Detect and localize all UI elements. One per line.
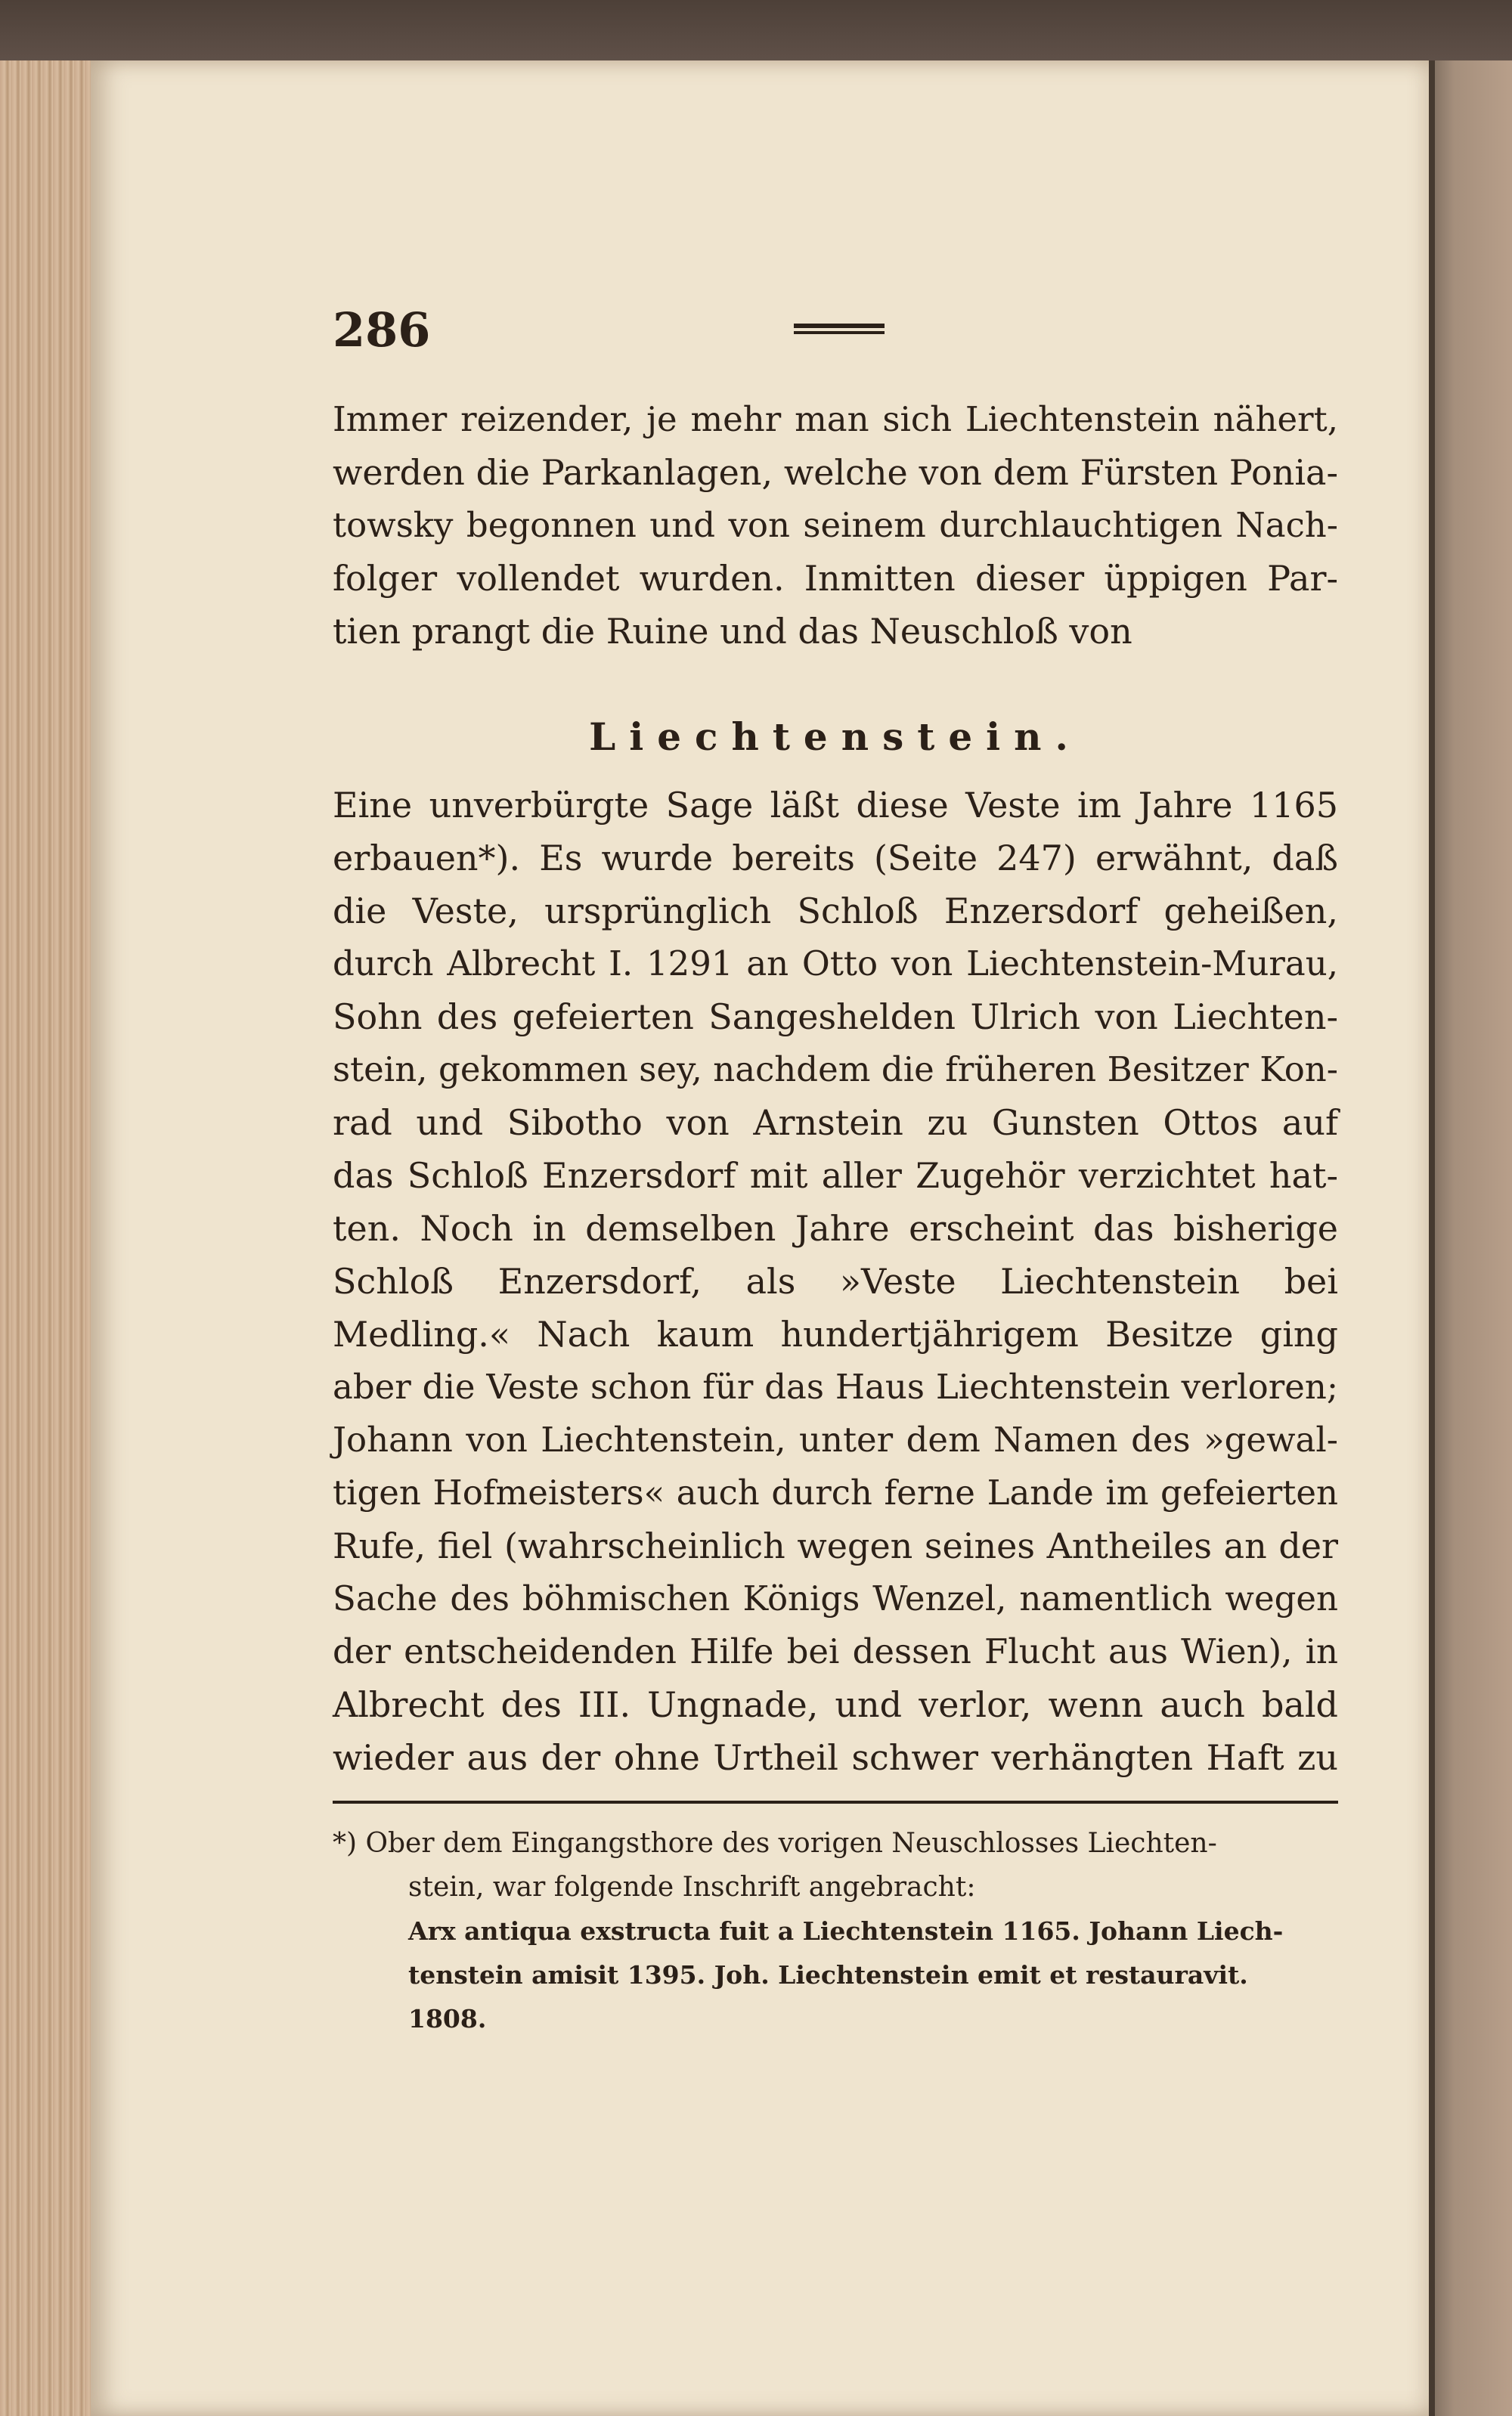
book-top-edge [0,0,1512,60]
page-header [333,302,1338,358]
footnote-inscription-line: tenstein amisit 1395. Joh. Liechtenstein emit et restauravit. [408,1960,1248,1990]
section-line: Eine unverbürgte Sage läßt diese Veste im Jahre 1165 [333,785,1338,825]
section-line: das Schloß Enzersdorf mit aller Zugehör verzichtet hat- [333,1155,1338,1196]
section-line: stein, gekommen sey, nachdem die früheren Besitzer Kon- [333,1049,1338,1089]
page-stack-edge [0,60,98,2416]
body-line: tien prangt die Ruine und das Neuschloß von [333,611,1132,652]
body-line: towsky begonnen und von seinem durchlauchtigen Nach- [333,505,1338,545]
body-line: Immer reizender, je mehr man sich Liechtenstein nähert, [333,399,1338,439]
footnote-rule [333,1801,1338,1804]
section-line: Johann von Liechtenstein, unter dem Namen des »gewal- [333,1420,1338,1460]
footnote-line: stein, war folgende Inschrift angebracht: [408,1872,976,1903]
section-line: tigen Hofmeisters« auch durch ferne Lande im gefeierten [333,1473,1338,1513]
section-line: rad und Sibotho von Arnstein zu Gunsten Ottos auf [333,1102,1338,1143]
page-number: 286 [333,302,431,358]
section-line: Sohn des gefeierten Sangeshelden Ulrich von Liechten- [333,996,1338,1037]
body-line: werden die Parkanlagen, welche von dem Fürsten Ponia- [333,452,1338,493]
section-heading: Liechtenstein. [589,714,1082,759]
section-line: die Veste, ursprünglich Schloß Enzersdorf geheißen, [333,891,1338,931]
section-line: der entscheidenden Hilfe bei dessen Flucht aus Wien), in [333,1631,1338,1671]
section-line: erbauen*). Es wurde bereits (Seite 247) erwähnt, daß [333,838,1338,878]
footnote-inscription-line: 1808. [408,2004,487,2033]
section-line: ten. Noch in demselben Jahre erscheint das bisherige [333,1208,1338,1249]
section-line: Rufe, fiel (wahrscheinlich wegen seines Antheiles an der [333,1525,1338,1566]
section-line: wieder aus der ohne Urtheil schwer verhängten Haft zu [333,1737,1338,1778]
footnote-inscription-line: Arx antiqua exstructa fuit a Liechtenstein 1165. Johann Liech- [408,1916,1284,1946]
footnote-line: *) Ober dem Eingangsthore des vorigen Neuschlosses Liechten- [333,1828,1217,1859]
section-line: aber die Veste schon für das Haus Liechtenstein verloren; [333,1367,1338,1407]
section-line: Albrecht des III. Ungnade, und verlor, wenn auch bald [333,1684,1338,1725]
book-cover-edge [1429,60,1512,2416]
header-ornament-rule [794,324,885,334]
section-line: Sache des böhmischen Königs Wenzel, namentlich wegen [333,1578,1338,1618]
section-line: Medling.« Nach kaum hundertjährigem Besitze ging [333,1314,1338,1355]
section-line: Schloß Enzersdorf, als »Veste Liechtenstein bei [333,1261,1338,1302]
body-line: folger vollendet wurden. Inmitten dieser üppigen Par- [333,558,1338,599]
section-line: durch Albrecht I. 1291 an Otto von Liechtenstein-Murau, [333,943,1338,983]
